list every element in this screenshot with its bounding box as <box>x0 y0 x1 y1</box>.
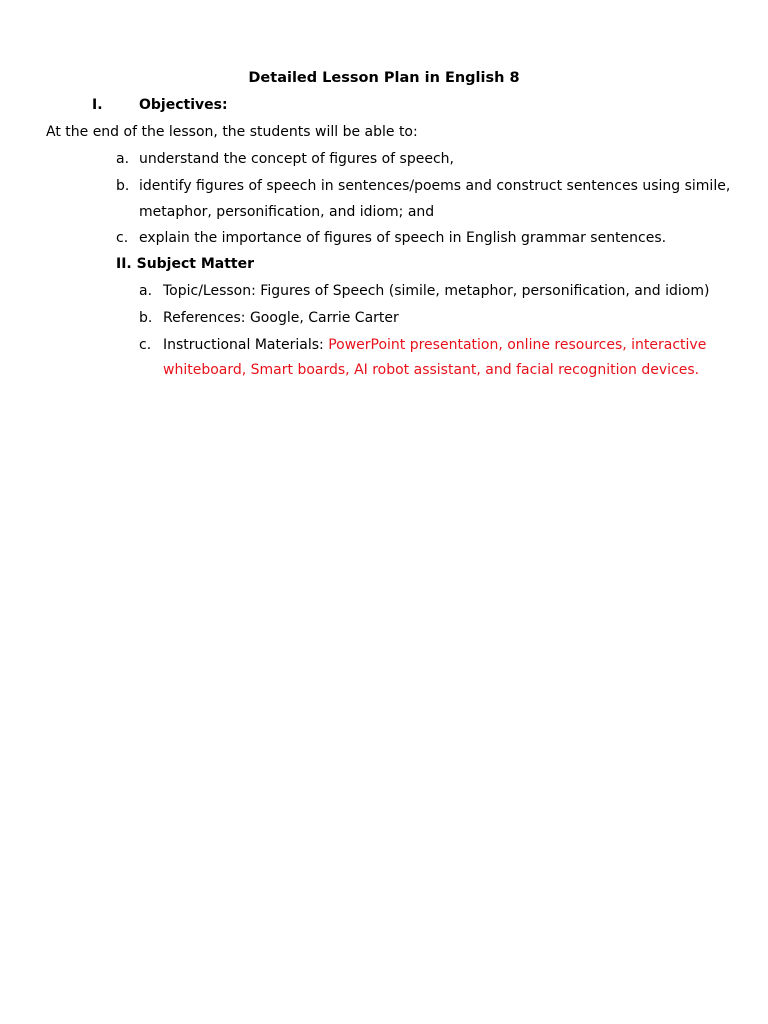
subject-c-label: Instructional Materials: <box>163 337 329 353</box>
objective-b-marker: b. <box>116 178 130 194</box>
subject-c-highlight-line2: whiteboard, Smart boards, AI robot assistant, and facial recognition devices. <box>163 362 700 378</box>
subject-c-highlight-line1: PowerPoint presentation, online resources, interactive <box>328 337 707 353</box>
objective-a-marker: a. <box>116 151 130 167</box>
objective-a-text: understand the concept of figures of speech, <box>139 151 454 167</box>
subject-b-marker: b. <box>139 310 153 326</box>
objective-b-text-line1: identify figures of speech in sentences/poems and construct sentences using simile, <box>139 178 731 194</box>
section2-heading: II. Subject Matter <box>116 256 255 272</box>
document-title: Detailed Lesson Plan in English 8 <box>248 70 520 86</box>
subject-c-line1 <box>163 336 706 354</box>
section1-intro: At the end of the lesson, the students will be able to: <box>46 124 418 140</box>
objective-b-text-line2: metaphor, personification, and idiom; and <box>139 204 435 220</box>
section1-numeral: I. <box>92 97 103 113</box>
objective-c-marker: c. <box>116 230 129 246</box>
subject-c-marker: c. <box>139 337 152 353</box>
subject-a-marker: a. <box>139 283 153 299</box>
objective-c-text: explain the importance of figures of speech in English grammar sentences. <box>139 230 667 246</box>
section1-heading: Objectives: <box>139 97 228 113</box>
subject-a-text: Topic/Lesson: Figures of Speech (simile, metaphor, personification, and idiom) <box>163 283 710 299</box>
subject-b-text: References: Google, Carrie Carter <box>163 310 399 326</box>
